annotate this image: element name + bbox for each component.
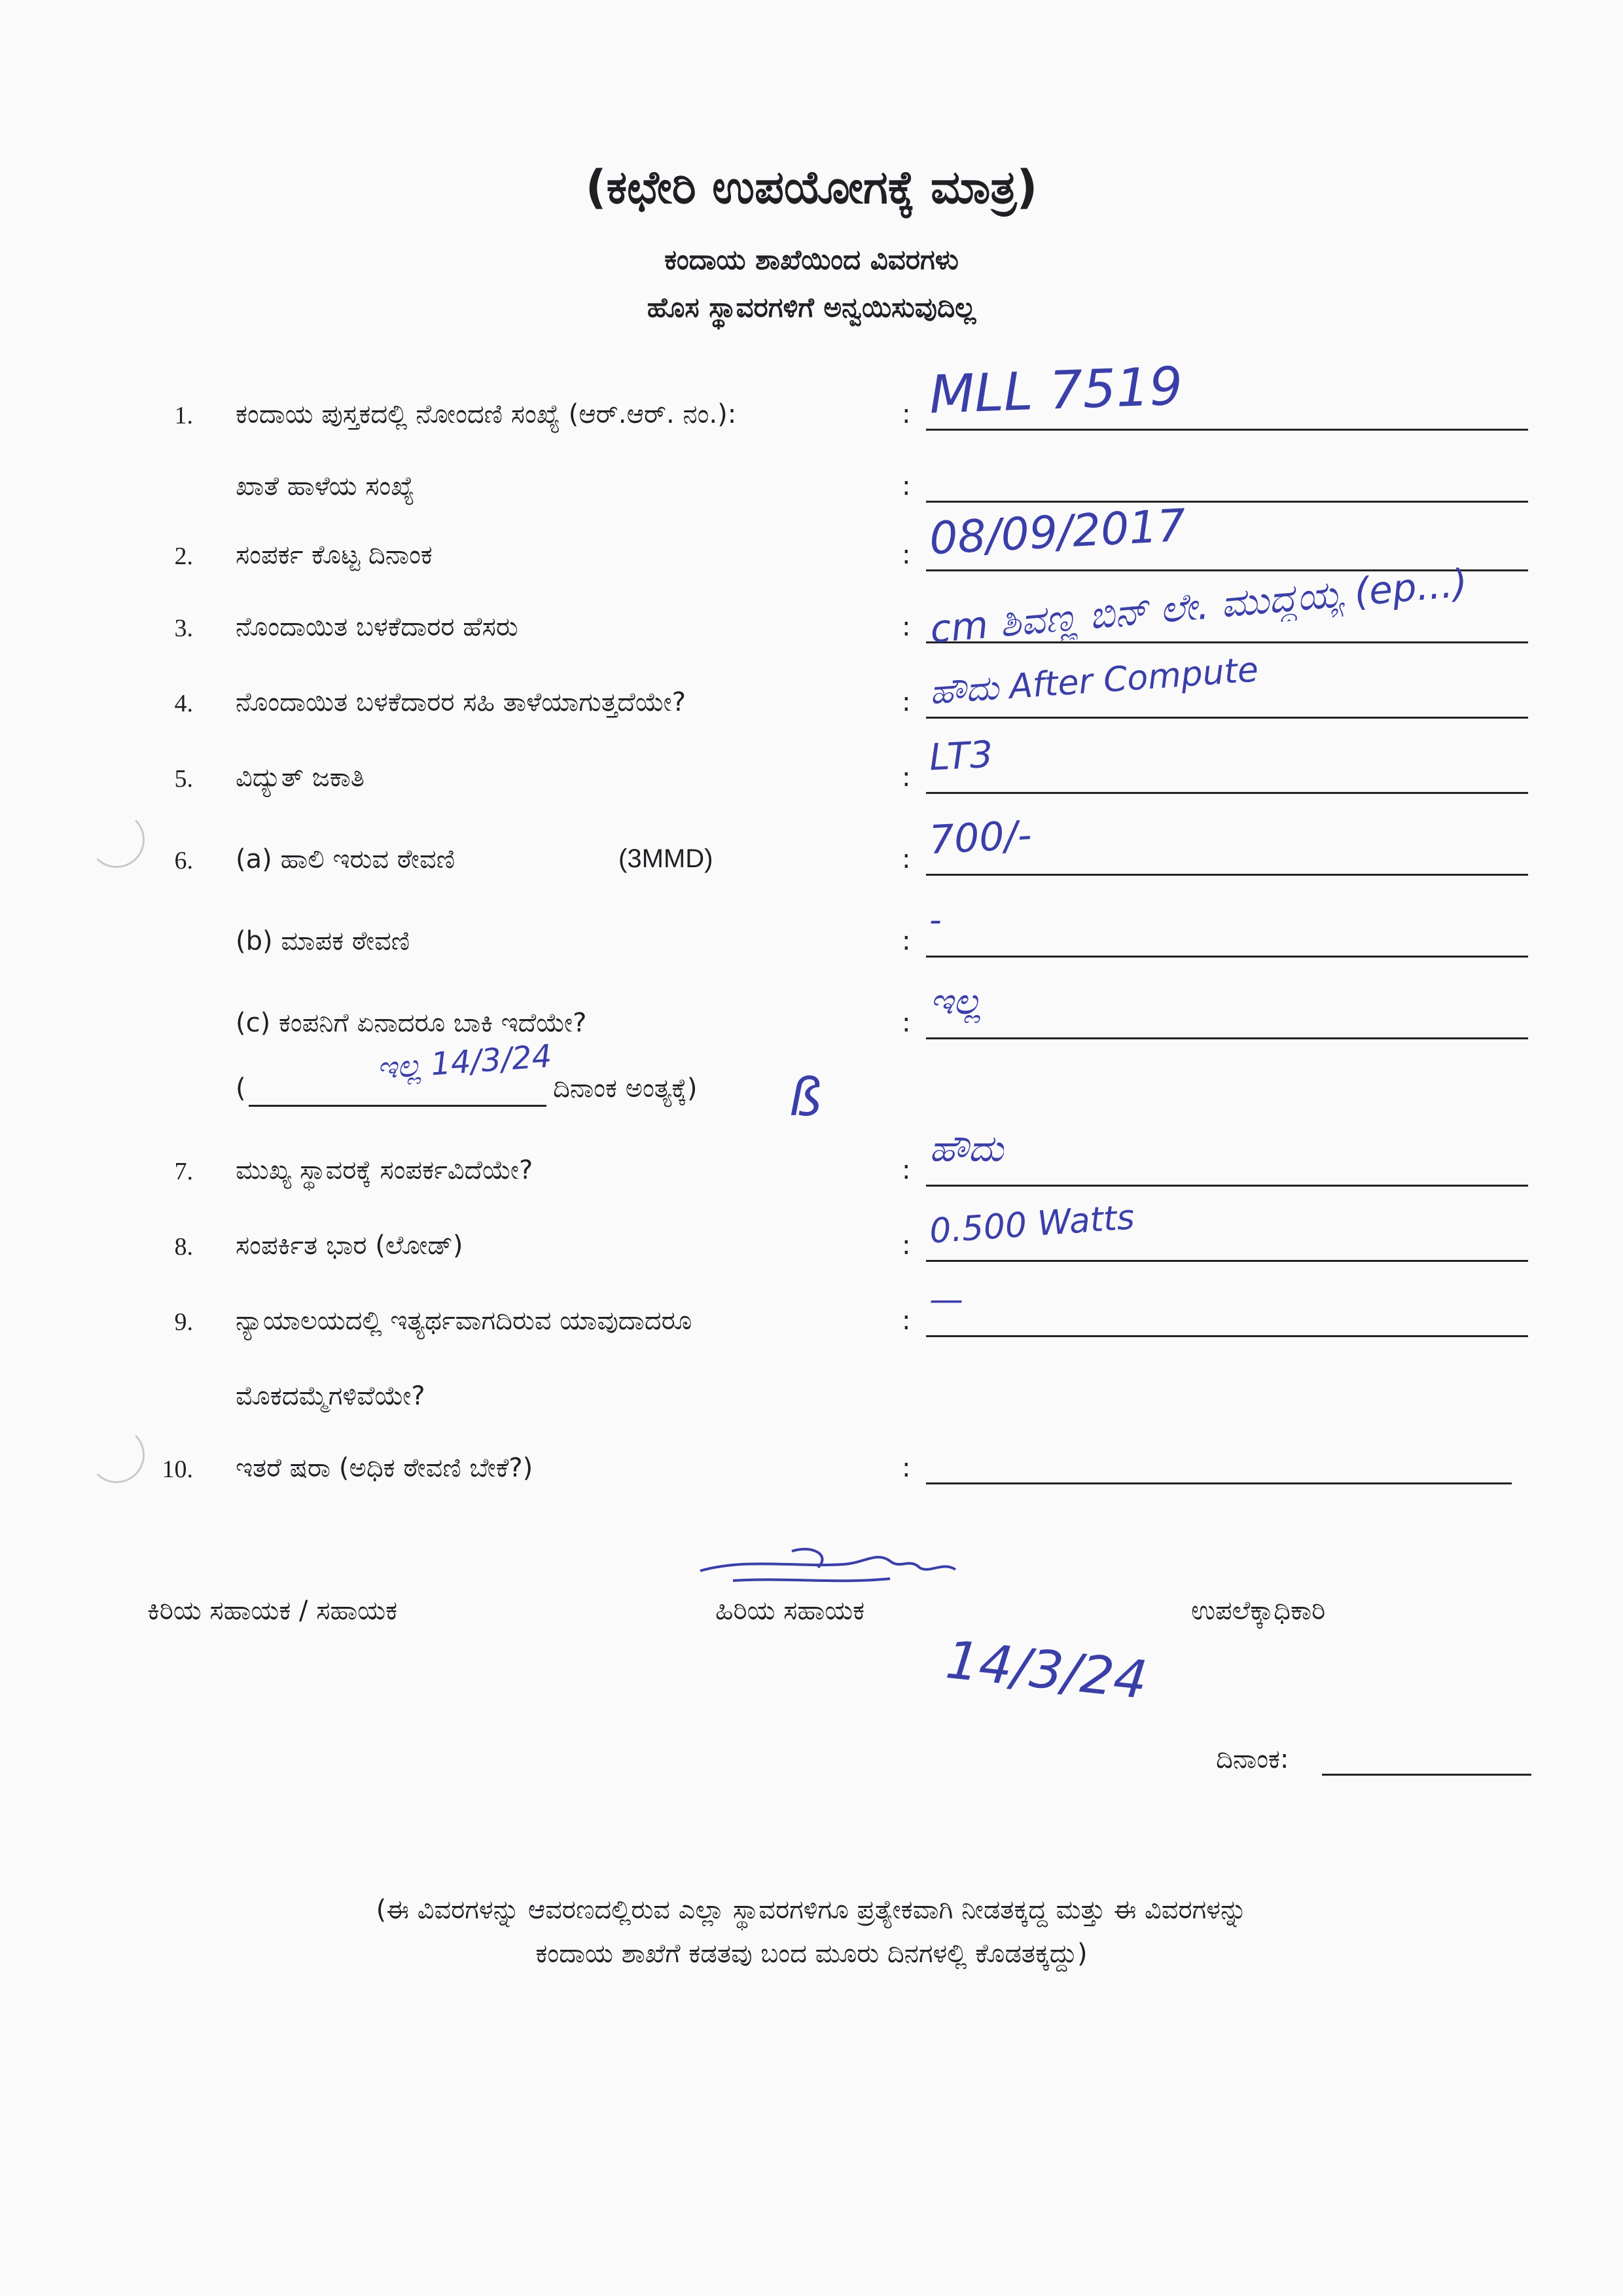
field-extra: (3MMD) <box>618 844 713 873</box>
field-value-handwritten: — <box>929 1280 963 1319</box>
form-subtitle: ಕಂದಾಯ ಶಾಖೆಯಿಂದ ವಿವರಗಳು <box>664 243 959 276</box>
field-label: ಖಾತೆ ಹಾಳೆಯ ಸಂಖ್ಯೆ <box>236 471 415 501</box>
field-label: ವಿದ್ಯುತ್ ಜಕಾತಿ <box>236 762 365 793</box>
field-number: 4. <box>174 690 193 717</box>
field-colon: : <box>902 1230 911 1261</box>
instruction-note-line2: ಕಂದಾಯ ಶಾಖೆಗೆ ಕಡತವು ಬಂದ ಮೂರು ದಿನಗಳಲ್ಲಿ ಕೊಡತಕ್ಕದ್ದು) <box>535 1939 1088 1969</box>
field-label: ಮುಖ್ಯ ಸ್ಥಾವರಕ್ಕೆ ಸಂಪರ್ಕವಿದೆಯೇ? <box>236 1155 533 1185</box>
junior-assistant-label: ಕಿರಿಯ ಸಹಾಯಕ / ಸಹಾಯಕ <box>147 1596 398 1626</box>
field-colon: : <box>902 926 911 956</box>
field-value-handwritten: cm ಶಿವಣ್ಣ ಬಿನ್ ಲೇ. ಮುದ್ದಯ್ಯ (ep...) <box>928 560 1469 652</box>
field-number: 6. <box>174 847 193 874</box>
field-label: ಇತರೆ ಷರಾ (ಅಧಿಕ ಠೇವಣಿ ಬೇಕೆ?) <box>236 1453 533 1483</box>
field-colon: : <box>902 1155 911 1185</box>
instruction-note-line1: (ಈ ವಿವರಗಳನ್ನು ಆವರಣದಲ್ಲಿರುವ ಎಲ್ಲಾ ಸ್ಥಾವರಗಳಿಗೂ ಪ್ರತ್ಯೇಕವಾಗಿ ನೀಡತಕ್ಕದ್ದ ಮತ್ತು ಈ ವಿವರಗಳನ್ನು <box>376 1895 1247 1925</box>
field-label: (b) ಮಾಪಕ ಠೇವಣಿ <box>236 926 410 956</box>
field-colon: : <box>902 471 911 501</box>
field-value-handwritten: ಹೌದು <box>929 1128 1004 1170</box>
field-colon: : <box>902 1306 911 1336</box>
field-value-line <box>926 1260 1528 1262</box>
due-open-paren: ( <box>236 1073 246 1103</box>
date-line <box>1322 1774 1531 1776</box>
field-number: 9. <box>174 1308 193 1336</box>
field-number: 10. <box>162 1456 193 1483</box>
punch-hole-bottom <box>88 1427 145 1483</box>
field-value-handwritten: ಇಲ್ಲ <box>929 980 982 1023</box>
senior-assistant-label: ಹಿರಿಯ ಸಹಾಯಕ <box>715 1596 865 1626</box>
deputy-accountant-label: ಉಪಲೆಕ್ಕಾಧಿಕಾರಿ <box>1191 1596 1326 1626</box>
field-value-line <box>926 1037 1528 1039</box>
field-colon: : <box>902 687 911 717</box>
field-number: 8. <box>174 1233 193 1261</box>
field-label: (c) ಕಂಪನಿಗೆ ಏನಾದರೂ ಬಾಕಿ ಇದೆಯೇ? <box>236 1008 587 1038</box>
field-colon: : <box>902 1008 911 1038</box>
form-subtitle-note: ಹೊಸ ಸ್ಥಾವರಗಳಿಗೆ ಅನ್ವಯಿಸುವುದಿಲ್ಲ <box>647 291 976 323</box>
field-value-line <box>926 501 1528 503</box>
field-colon: : <box>902 762 911 793</box>
field-number: 3. <box>174 615 193 642</box>
field-label: ಸಂಪರ್ಕಿತ ಭಾರ (ಲೋಡ್) <box>236 1230 463 1261</box>
due-date-suffix: ದಿನಾಂಕ ಅಂತ್ಯಕ್ಕೆ) <box>553 1073 698 1103</box>
field-label: ಮೊಕದಮ್ಮೆಗಳಿವೆಯೇ? <box>236 1381 425 1411</box>
field-value-line <box>926 956 1528 958</box>
field-number: 2. <box>174 543 193 570</box>
field-colon: : <box>902 399 911 429</box>
field-value-line <box>926 717 1528 719</box>
field-number: 1. <box>174 402 193 429</box>
field-colon: : <box>902 844 911 874</box>
field-value-handwritten: 700/- <box>928 812 1033 864</box>
field-label: ಕಂದಾಯ ಪುಸ್ತಕದಲ್ಲಿ ನೋಂದಣಿ ಸಂಖ್ಯೆ (ಆರ್.ಆರ್. ನಂ.): <box>236 399 737 429</box>
date-label: ದಿನಾಂಕ: <box>1216 1744 1289 1774</box>
field-label: ನೊಂದಾಯಿತ ಬಳಕೆದಾರರ ಸಹಿ ತಾಳೆಯಾಗುತ್ತದೆಯೇ? <box>236 687 686 717</box>
field-number: 5. <box>174 765 193 793</box>
field-label: ನ್ಯಾಯಾಲಯದಲ್ಲಿ ಇತ್ಯರ್ಥವಾಗದಿರುವ ಯಾವುದಾದರೂ <box>236 1306 692 1336</box>
signed-date-handwritten: 14/3/24 <box>942 1629 1150 1711</box>
form-title: (ಕಛೇರಿ ಉಪಯೋಗಕ್ಕೆ ಮಾತ್ರ) <box>585 160 1038 214</box>
initial-mark: ß <box>789 1067 822 1128</box>
field-value-handwritten: MLL 7519 <box>928 355 1184 425</box>
field-value-line <box>926 874 1528 876</box>
field-number: 7. <box>174 1158 193 1185</box>
field-value-line <box>926 1335 1528 1337</box>
field-value-handwritten: - <box>929 901 942 940</box>
due-date-handwritten: ಇಲ್ಲ 14/3/24 <box>375 1037 553 1087</box>
field-value-handwritten: ಹೌದು After Compute <box>928 650 1260 713</box>
field-colon: : <box>902 612 911 642</box>
field-value-line <box>926 1482 1512 1484</box>
field-label: ಸಂಪರ್ಕ ಕೊಟ್ಟ ದಿನಾಂಕ <box>236 540 433 570</box>
field-label: ನೊಂದಾಯಿತ ಬಳಕೆದಾರರ ಹೆಸರು <box>236 612 518 642</box>
punch-hole-top <box>88 812 145 868</box>
field-colon: : <box>902 1453 911 1483</box>
field-value-handwritten: 08/09/2017 <box>928 499 1187 565</box>
field-value-handwritten: LT3 <box>928 733 994 780</box>
field-value-handwritten: 0.500 Watts <box>928 1198 1136 1251</box>
due-date-line <box>249 1105 546 1107</box>
field-label: (a) ಹಾಲಿ ಇರುವ ಠೇವಣಿ <box>236 844 455 874</box>
field-value-line <box>926 429 1528 431</box>
field-colon: : <box>902 540 911 570</box>
field-value-line <box>926 792 1528 794</box>
field-value-line <box>926 1185 1528 1187</box>
